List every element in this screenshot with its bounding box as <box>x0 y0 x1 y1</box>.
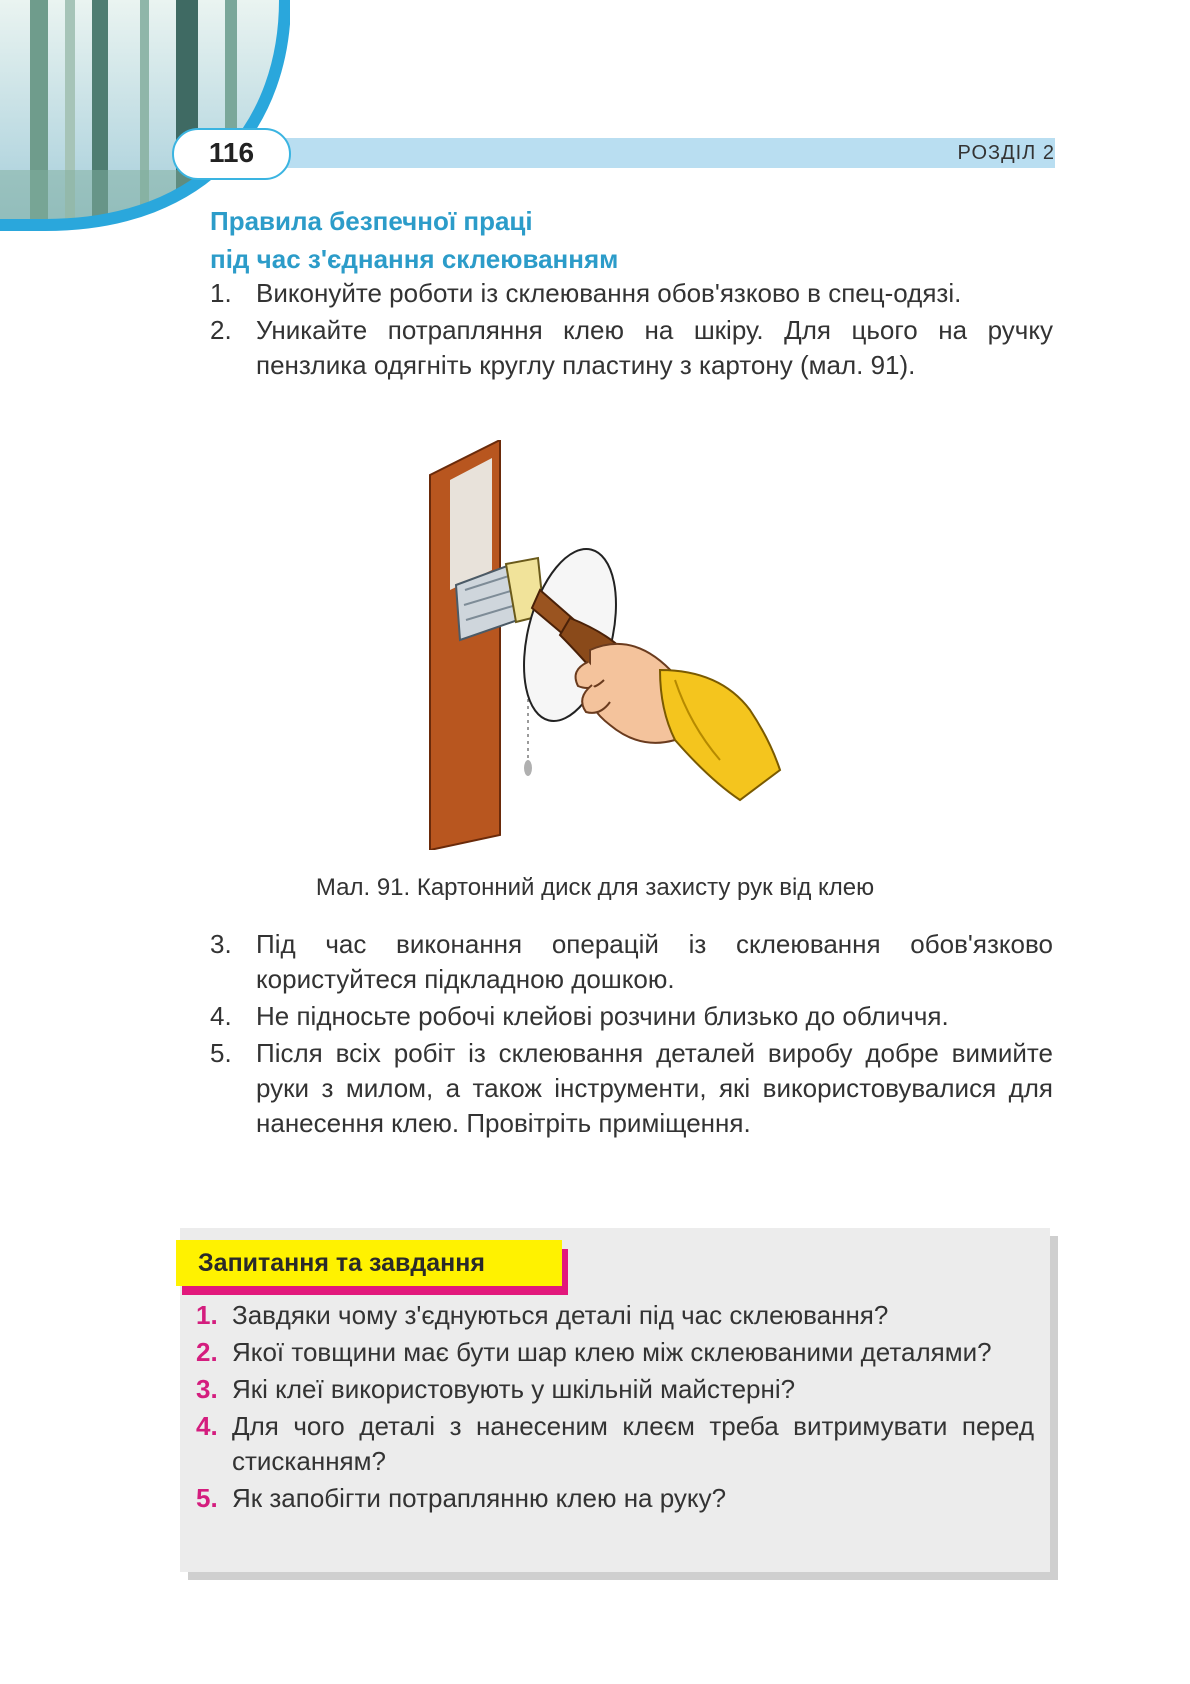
question-number: 5. <box>196 1483 218 1513</box>
rule-number: 2. <box>210 315 232 345</box>
question-item <box>196 1335 1034 1370</box>
question-number: 3. <box>196 1374 218 1404</box>
safety-rules-list-continued <box>210 927 1053 1143</box>
page-number: 116 <box>172 128 291 180</box>
section-title <box>210 202 618 278</box>
question-item <box>196 1298 1034 1333</box>
header-bar <box>255 138 1055 168</box>
question-item <box>196 1409 1034 1479</box>
rule-item <box>210 313 1053 383</box>
questions-heading: Запитання та завдання <box>176 1240 562 1286</box>
question-text: Для чого деталі з нанесеним клеєм треба витримувати перед стисканням? <box>232 1411 1034 1476</box>
rule-item <box>210 1036 1053 1141</box>
section-label: РОЗДІЛ 2 <box>957 142 1055 164</box>
rule-text: Не підносьте робочі клейові розчини близько до обличчя. <box>256 1001 949 1031</box>
rule-number: 5. <box>210 1038 232 1068</box>
question-text: Якої товщини має бути шар клею між склеюваними деталями? <box>232 1337 992 1367</box>
question-number: 1. <box>196 1300 218 1330</box>
question-number: 4. <box>196 1411 218 1441</box>
rule-number: 1. <box>210 278 232 308</box>
section-title-line-1: Правила безпечної праці <box>210 206 533 236</box>
question-item <box>196 1481 1034 1516</box>
question-text: Як запобігти потраплянню клею на руку? <box>232 1483 727 1513</box>
rule-item <box>210 999 1053 1034</box>
rule-number: 4. <box>210 1001 232 1031</box>
rule-text: Під час виконання операцій із склеювання обов'язково користуйтеся підкладною дошкою. <box>256 929 1053 994</box>
questions-list <box>196 1298 1034 1518</box>
question-text: Які клеї використовують у шкільній майстерні? <box>232 1374 796 1404</box>
rule-item <box>210 276 1053 311</box>
figure-caption: Мал. 91. Картонний диск для захисту рук від клею <box>315 874 875 901</box>
rule-text: Виконуйте роботи із склеювання обов'язково в спец-одязі. <box>256 278 962 308</box>
rule-text: Після всіх робіт із склеювання деталей виробу добре вимийте руки з милом, а також інструменти, які використовувалися для нанесення клею. Провітріть приміщення. <box>256 1038 1053 1138</box>
section-title-line-2: під час з'єднання склеюванням <box>210 244 619 274</box>
question-item <box>196 1372 1034 1407</box>
question-number: 2. <box>196 1337 218 1367</box>
rule-item <box>210 927 1053 997</box>
question-text: Завдяки чому з'єднуються деталі під час склеювання? <box>232 1300 889 1330</box>
rule-number: 3. <box>210 929 232 959</box>
rule-text: Уникайте потрапляння клею на шкіру. Для цього на ручку пензлика одягніть круглу пластину з картону (мал. 91). <box>256 315 1053 380</box>
brush-with-disk-illustration <box>420 440 800 850</box>
safety-rules-list <box>210 276 1053 385</box>
